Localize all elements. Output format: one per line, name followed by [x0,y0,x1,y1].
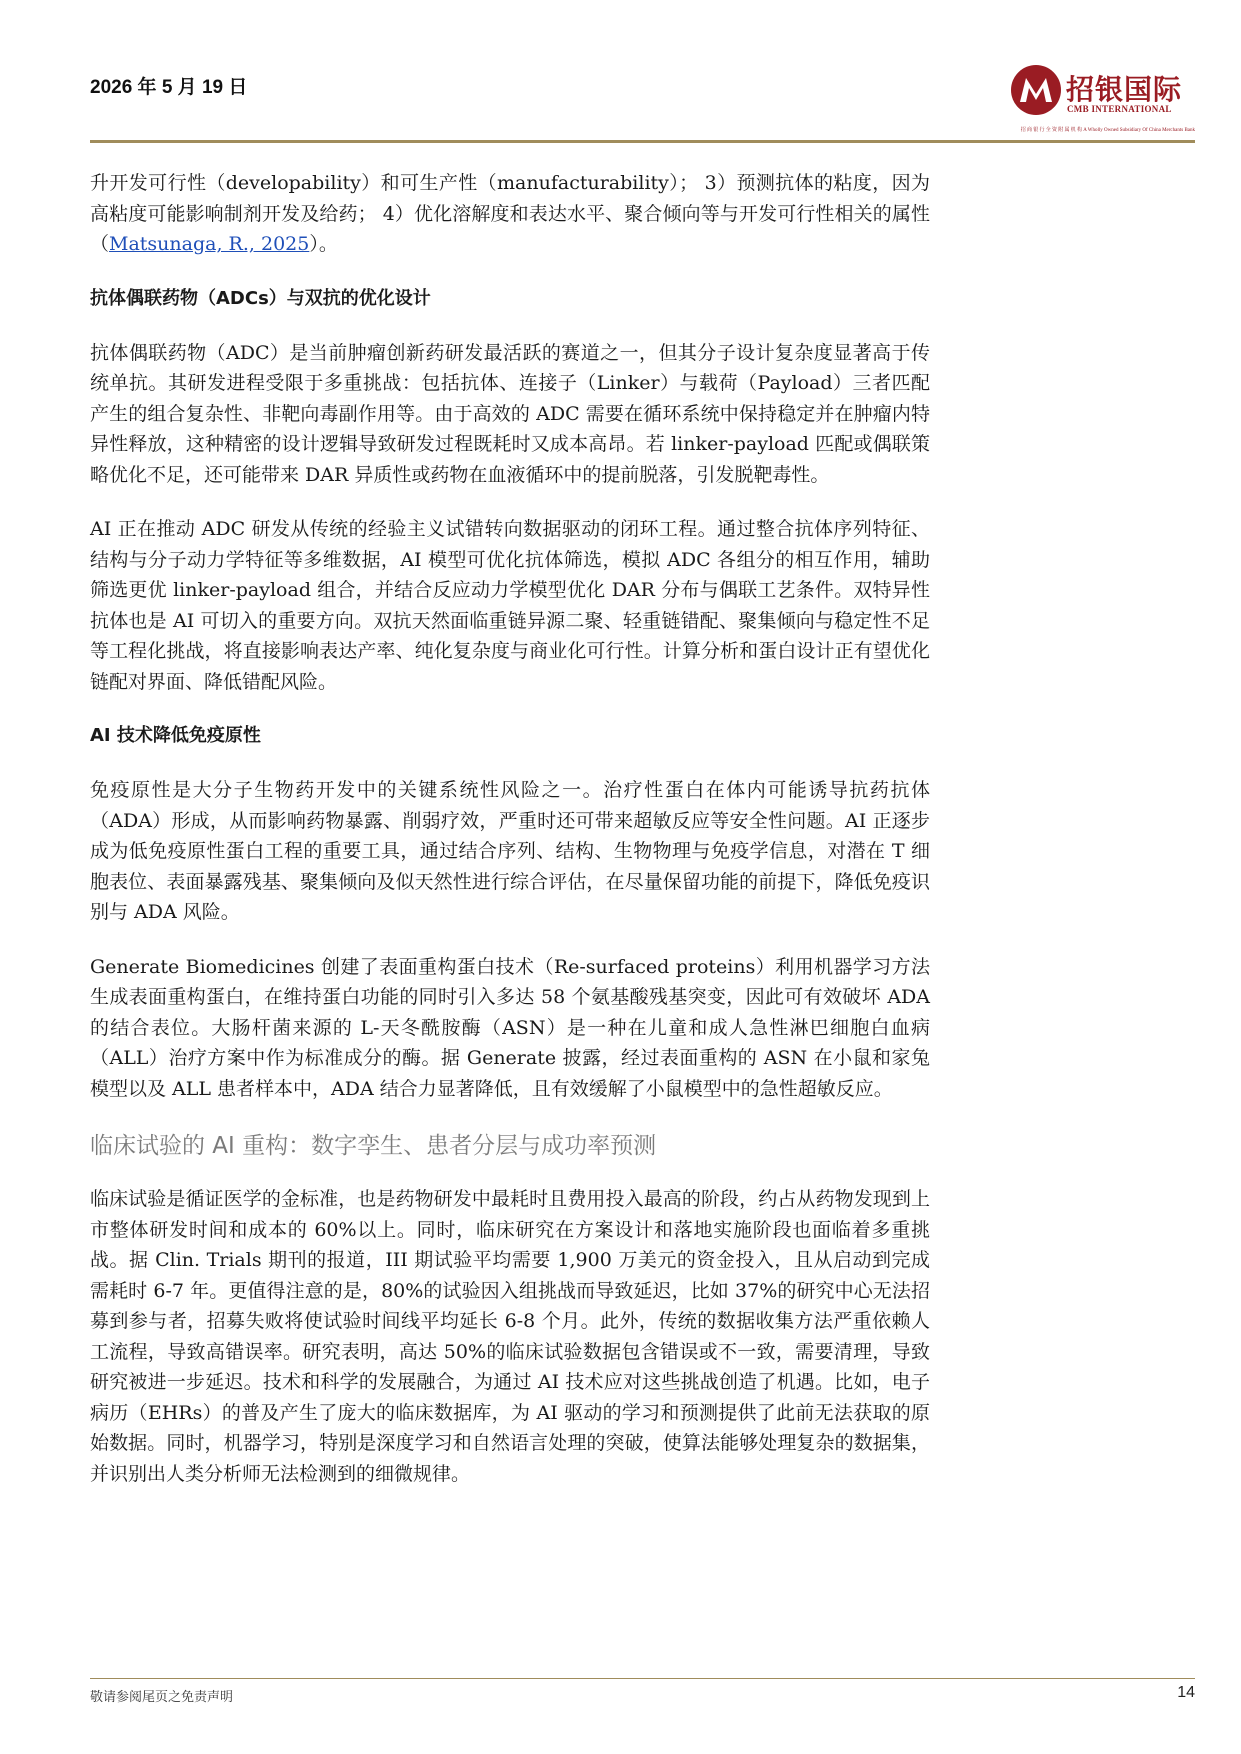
cmbi-logo-icon [1010,64,1062,116]
paragraph-immunogenicity: 免疫原性是大分子生物药开发中的关键系统性风险之一。治疗性蛋白在体内可能诱导抗药抗体（ADA）形成，从而影响药物暴露、削弱疗效，严重时还可带来超敏反应等安全性问题。AI 正逐步成为低免疫原性蛋白工程的重要工具，通过结合序列、结构、生物物理与免疫学信息，对潜在 T 细胞表位、表面暴露残基、聚集倾向及似天然性进行综合评估，在尽量保留功能的前提下，降低免疫识别与 ADA 风险。 [90,779,930,923]
page-number: 14 [1177,1684,1195,1701]
paragraph-clinical-trials: 临床试验是循证医学的金标准，也是药物研发中最耗时且费用投入最高的阶段，约占从药物发现到上市整体研发时间和成本的 60%以上。同时，临床研究在方案设计和落地实施阶段也面临着多重挑战。据 Clin. Trials 期刊的报道，III 期试验平均需要 1,900 万美元的资金投入，且从启动到完成需耗时 6-7 年。更值得注意的是，80%的试验因入组挑战而导致延迟，比如 37%的研究中心无法招募到参与者，招募失败将使试验时间线平均延长 6-8 个月。此外，传统的数据收集方法严重依赖人工流程，导致高错误率。研究表明，高达 50%的临床试验数据包含错误或不一致，需要清理，导致研究被进一步延迟。技术和科学的发展融合，为通过 AI 技术应对这些挑战创造了机遇。比如，电子病历（EHRs）的普及产生了庞大的临床数据库，为 AI 驱动的学习和预测提供了此前无法获取的原始数据。同时，机器学习，特别是深度学习和自然语言处理的突破，使算法能够处理复杂的数据集，并识别出人类分析师无法检测到的细微规律。 [90,1188,930,1485]
cmbi-logo [1010,64,1195,144]
report-date: 2026 年 5 月 19 日 [90,77,248,98]
reference-link-matsunaga[interactable]: Matsunaga, R., 2025 [109,233,310,255]
report-body [90,168,930,1513]
logo-english-name: CMB INTERNATIONAL [1067,104,1172,114]
header-divider [90,140,1195,143]
paragraph-developability: 升开发可行性（developability）和可生产性（manufacturability）； 3）预测抗体的粘度，因为高粘度可能影响制剂开发及给药； 4）优化溶解度和表达水平、聚合倾向等与开发可行性相关的属性（Matsunaga, R., 2025）。 [90,172,930,255]
paragraph-generate-biomedicines: Generate Biomedicines 创建了表面重构蛋白技术（Re-surfaced proteins）利用机器学习方法生成表面重构蛋白，在维持蛋白功能的同时引入多达 58 个氨基酸残基突变，因此可有效破坏 ADA 的结合表位。大肠杆菌来源的 L-天冬酰胺酶（ASN）是一种在儿童和成人急性淋巴细胞白血病（ALL）治疗方案中作为标准成分的酶。据 Generate 披露，经过表面重构的 ASN 在小鼠和家兔模型以及 ALL 患者样本中，ADA 结合力显著降低，且有效缓解了小鼠模型中的急性超敏反应。 [90,955,930,1100]
paragraph-ai-adc: AI 正在推动 ADC 研发从传统的经验主义试错转向数据驱动的闭环工程。通过整合抗体序列特征、结构与分子动力学特征等多维数据，AI 模型可优化抗体筛选，模拟 ADC 各组分的相互作用，辅助筛选更优 linker-payload 组合，并结合反应动力学模型优化 DAR 分布与偶联工艺条件。双特异性抗体也是 AI 可切入的重要方向。双抗天然面临重链异源二聚、轻重链错配、聚集倾向与稳定性不足等工程化挑战，将直接影响表达产率、纯化复杂度与商业化可行性。计算分析和蛋白设计正有望优化链配对界面、降低错配风险。 [90,518,930,693]
disclaimer-note: 敬请参阅尾页之免责声明 [90,1690,234,1705]
footer-divider [90,1678,1195,1679]
logo-subtitle: 招 商 银 行 全 资 附 属 机 构 A Wholly Owned Subsidiary Of China Merchants Bank [1020,128,1195,133]
logo-chinese-name: 招银国际 [1066,73,1183,106]
subheading-adc: 抗体偶联药物（ADCs）与双抗的优化设计 [90,287,431,309]
paragraph-adc-challenges: 抗体偶联药物（ADC）是当前肿瘤创新药研发最活跃的赛道之一，但其分子设计复杂度显著高于传统单抗。其研发进程受限于多重挑战：包括抗体、连接子（Linker）与载荷（Payload）三者匹配产生的组合复杂性、非靶向毒副作用等。由于高效的 ADC 需要在循环系统中保持稳定并在肿瘤内特异性释放，这种精密的设计逻辑导致研发过程既耗时又成本高昂。若 linker-payload 匹配或偶联策略优化不足，还可能带来 DAR 异质性或药物在血液循环中的提前脱落，引发脱靶毒性。 [90,341,930,486]
subheading-immunogenicity: AI 技术降低免疫原性 [90,725,261,746]
section-heading-clinical-trials: 临床试验的 AI 重构：数字孪生、患者分层与成功率预测 [90,1133,657,1159]
